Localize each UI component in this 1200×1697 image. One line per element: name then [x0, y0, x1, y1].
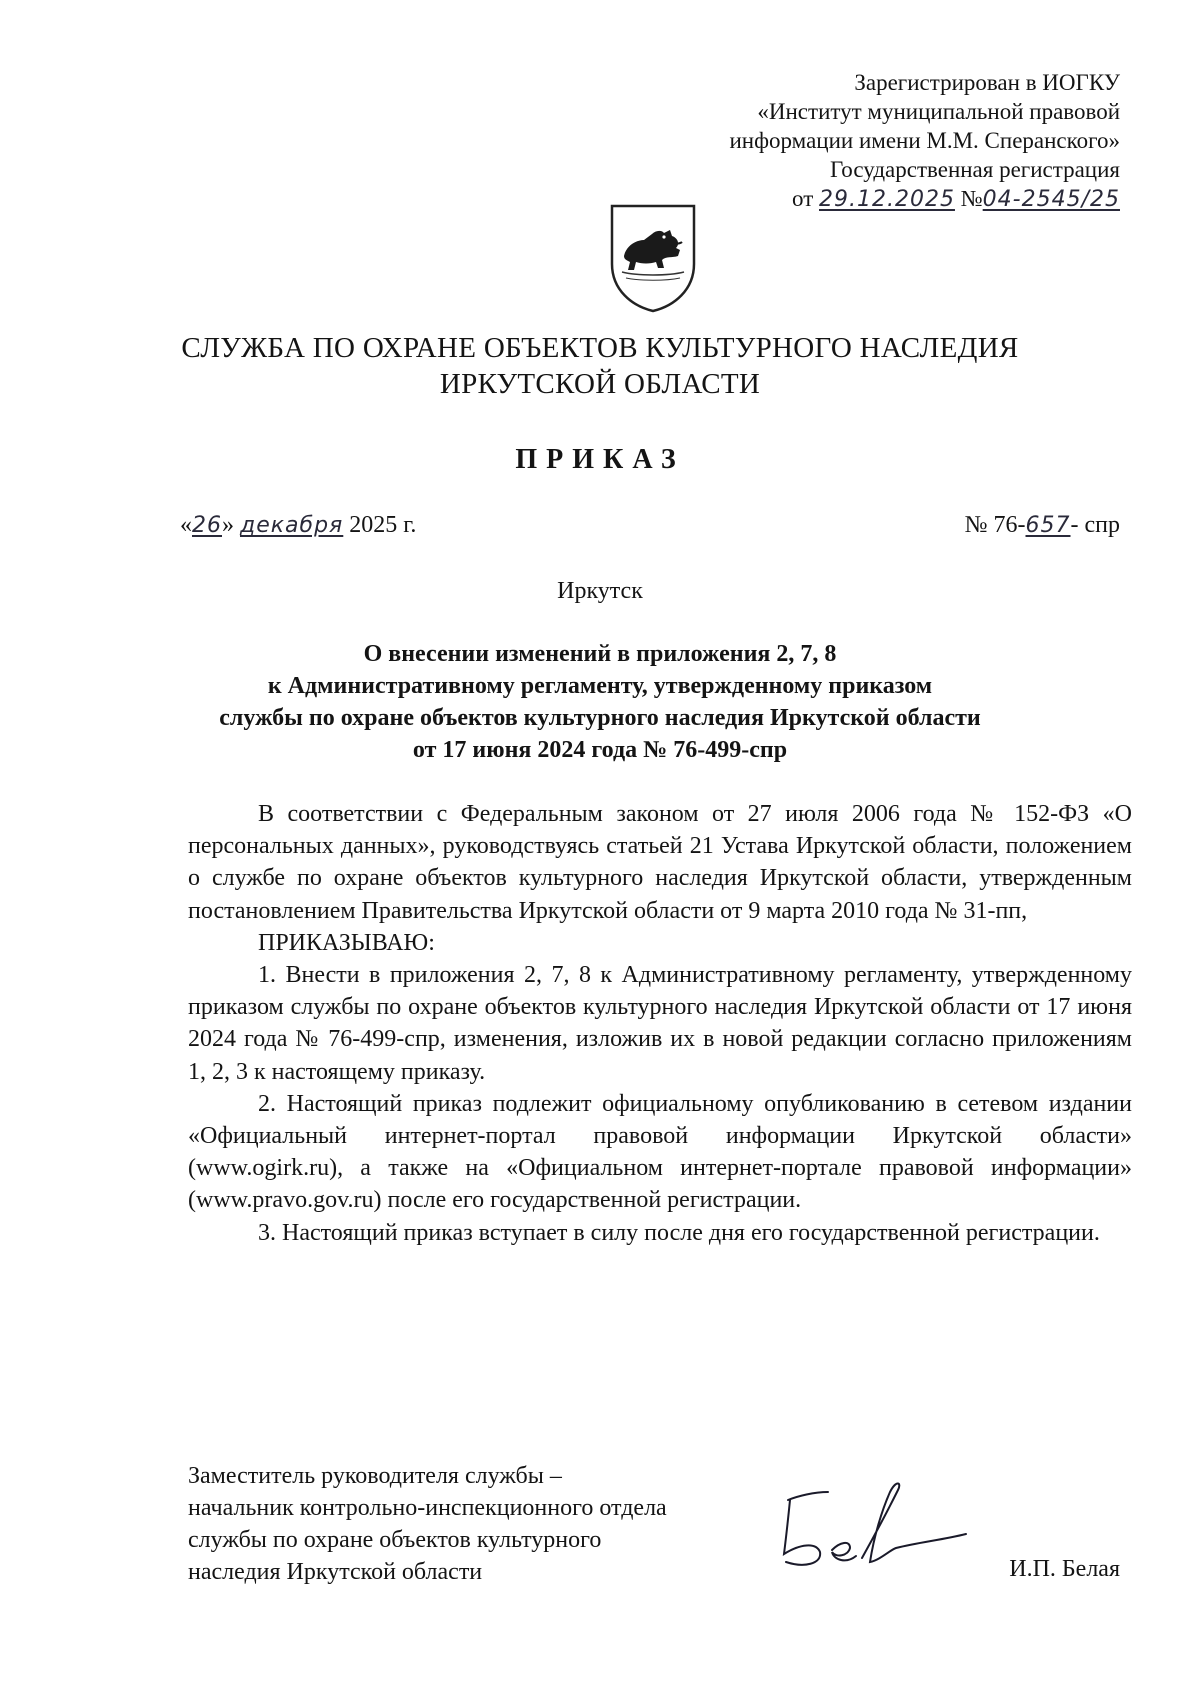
agency-line-2: ИРКУТСКОЙ ОБЛАСТИ: [439, 368, 761, 400]
order-item-1: 1. Внести в приложения 2, 7, 8 к Административному регламенту, утвержденному приказом службы по охране объектов культурного наследия Иркутской области от 17 июня 2024 года № 76-499-спр, изменения, изложив их в новой редакции согласно приложениям 1, 2, 3 к настоящему приказу.: [188, 962, 1132, 1085]
handwritten-signature: [770, 1470, 970, 1585]
order-item-2: 2. Настоящий приказ подлежит официальному опубликованию в сетевом издании «Официальный интернет-портал правовой информации Иркутской области» (www.ogirk.ru), а также на «Официальном интернет-портале правовой информации» (www.pravo.gov.ru) после его государственной регистрации.: [188, 1090, 1132, 1214]
registration-line-2: «Институт муниципальной правовой: [757, 99, 1120, 124]
registration-line-3: информации имени М.М. Сперанского»: [729, 128, 1120, 153]
document-number: [965, 512, 1120, 539]
signatory-title: [188, 1460, 667, 1588]
number-prefix: № 76-: [964, 512, 1026, 538]
registration-line-4: Государственная регистрация: [830, 157, 1120, 182]
date-open-quote: «: [180, 512, 192, 538]
subject-line-4: от 17 июня 2024 года № 76-499-спр: [412, 737, 788, 763]
document-type-title: ПРИКАЗ: [515, 444, 685, 475]
date-year: 2025 г.: [349, 512, 417, 538]
document-date: [180, 512, 416, 539]
signatory-line-3: службы по охране объектов культурного: [188, 1527, 602, 1553]
registration-number-label: №: [960, 186, 983, 211]
registration-from-label: от: [792, 186, 814, 211]
document-city: Иркутск: [557, 578, 643, 604]
subject-line-2: к Административному регламенту, утвержденному приказом: [267, 673, 933, 699]
irkutsk-coat-of-arms-icon: [608, 202, 698, 314]
signatory-line-4: наследия Иркутской области: [188, 1559, 483, 1585]
document-body: [188, 798, 1132, 1249]
subject-line-1: О внесении изменений в приложения 2, 7, 8: [363, 641, 837, 667]
date-day-handwritten: 26: [192, 513, 222, 538]
subject-line-3: службы по охране объектов культурного наследия Иркутской области: [219, 705, 981, 731]
registration-number-handwritten: 04-2545/25: [982, 187, 1120, 212]
signatory-name: И.П. Белая: [1009, 1556, 1120, 1582]
agency-line-1: СЛУЖБА ПО ОХРАНЕ ОБЪЕКТОВ КУЛЬТУРНОГО НАСЛЕДИЯ: [181, 332, 1019, 364]
registration-line-1: Зарегистрирован в ИОГКУ: [854, 70, 1120, 95]
signatory-line-2: начальник контрольно-инспекционного отдела: [188, 1495, 667, 1521]
signatory-line-1: Заместитель руководителя службы –: [188, 1463, 562, 1489]
date-close-quote: »: [222, 512, 234, 538]
agency-name: [0, 330, 1200, 402]
registration-stamp: [600, 68, 1120, 214]
order-item-3: 3. Настоящий приказ вступает в силу после дня его государственной регистрации.: [258, 1219, 1100, 1246]
date-month-handwritten: декабря: [240, 513, 344, 538]
number-handwritten: 657: [1025, 513, 1071, 538]
preamble-paragraph: В соответствии с Федеральным законом от 27 июля 2006 года № 152-ФЗ «О персональных данных», руководствуясь статьей 21 Устава Иркутской области, положением о службе по охране объектов культурного наследия Иркутской области, утвержденным постановлением Правительства Иркутской области от 9 марта 2010 года № 31-пп,: [188, 801, 1132, 924]
document-subject: [130, 638, 1070, 766]
number-suffix: - спр: [1070, 512, 1120, 538]
registration-date-handwritten: 29.12.2025: [819, 187, 955, 212]
order-word: ПРИКАЗЫВАЮ:: [258, 929, 435, 956]
